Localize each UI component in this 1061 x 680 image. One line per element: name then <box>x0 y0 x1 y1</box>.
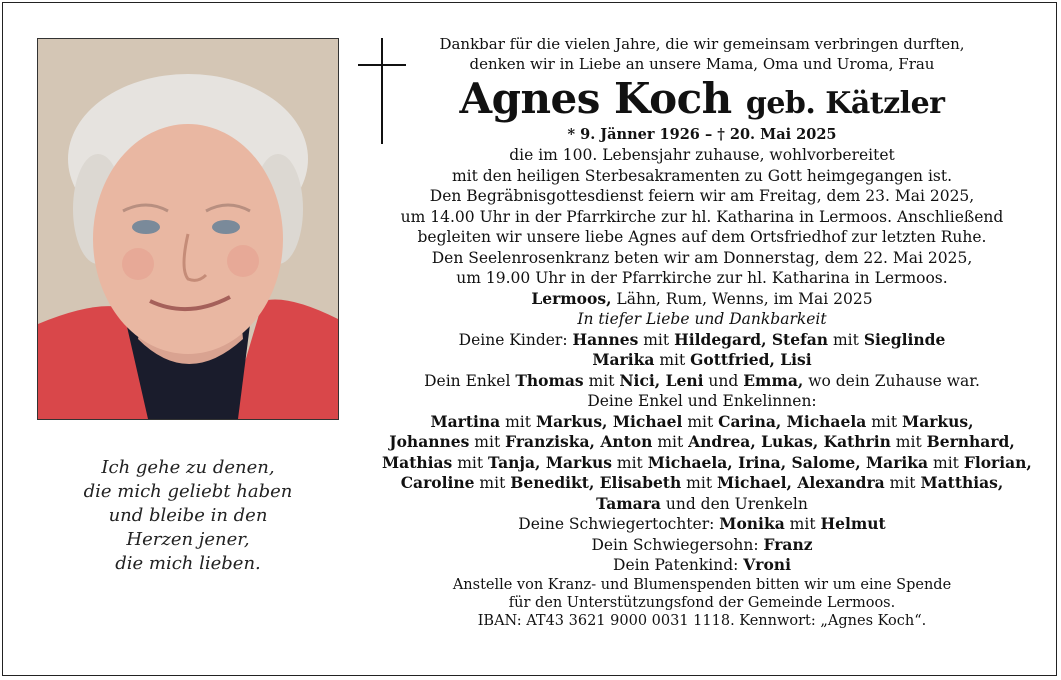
name: Tanja, Markus <box>488 452 612 472</box>
name: Caroline <box>400 473 475 492</box>
conj: mit <box>654 351 691 369</box>
life-dates: * 9. Jänner 1926 – † 20. Mai 2025 <box>567 126 837 143</box>
intro-line: Dankbar für die vielen Jahre, die wir gemeinsam verbringen durften, <box>439 35 965 53</box>
funeral-line: Den Begräbnisgottesdienst feiern wir am Freitag, dem 23. Mai 2025, <box>429 187 975 205</box>
name: Carina, Michaela <box>718 411 867 431</box>
conj: mit <box>928 453 964 472</box>
grandchildren-line <box>382 473 1022 494</box>
name: Benedikt, Elisabeth <box>510 473 682 492</box>
funeral-line: begleiten wir unsere liebe Agnes auf dem Ortsfriedhof zur letzten Ruhe. <box>417 228 987 246</box>
name: Matthias, <box>920 473 1004 492</box>
godchild-line <box>382 555 1022 576</box>
name: Franz <box>763 534 813 554</box>
name: Bernhard, <box>926 432 1015 451</box>
name: Vroni <box>743 555 791 574</box>
name: Hannes <box>572 329 639 349</box>
quote-line: die mich lieben. <box>115 553 261 574</box>
name-main: Agnes Koch <box>459 74 732 123</box>
name: Mathias <box>382 452 453 472</box>
label: Dein Schwiegersohn: <box>591 535 764 554</box>
rosary-line: um 19.00 Uhr in der Pfarrkirche zur hl. Katharina in Lermoos. <box>456 269 948 287</box>
conj: mit <box>583 371 620 390</box>
grandchildren-line <box>382 412 1022 433</box>
children-line <box>382 330 1022 351</box>
quote-line: Ich gehe zu denen, <box>101 457 275 478</box>
label: Dein Enkel <box>424 371 516 390</box>
name: Markus, <box>902 411 974 431</box>
portrait-photo <box>37 38 339 420</box>
label: Dein Patenkind: <box>613 556 744 574</box>
place-bold: Lermoos, <box>531 288 612 308</box>
name: Monika <box>719 514 785 533</box>
name: Markus, Michael <box>535 411 683 431</box>
conj: mit <box>890 433 927 451</box>
name: Thomas <box>515 370 584 390</box>
donation-line: für den Unterstützungsfond der Gemeinde Lermoos. <box>508 594 896 611</box>
conj: mit <box>682 412 719 431</box>
conj: mit <box>469 433 506 451</box>
grandchildren-line <box>382 452 1032 474</box>
donation-line: IBAN: AT43 3621 9000 0031 1118. Kennwort: „Agnes Koch“. <box>477 612 927 629</box>
passing-line: die im 100. Lebensjahr zuhause, wohlvorbereitet <box>509 146 895 164</box>
conj: mit <box>828 330 864 349</box>
conj: mit <box>500 412 536 431</box>
name: Andrea, Lukas, Kathrin <box>688 432 891 451</box>
name: Franziska, Anton <box>505 432 653 451</box>
quote-line: Herzen jener, <box>126 529 250 550</box>
name: Gottfried, Lisi <box>690 350 812 369</box>
name: Marika <box>592 350 655 369</box>
name: Sieglinde <box>863 329 946 349</box>
name: Hildegard, Stefan <box>674 329 829 349</box>
daughter-in-law-line <box>382 514 1022 535</box>
grandchildren-line <box>382 432 1022 453</box>
deceased-name <box>382 74 1022 129</box>
conj: und <box>703 371 744 390</box>
conj: mit <box>866 412 903 431</box>
passing-line: mit den heiligen Sterbesakramenten zu Gott heimgegangen ist. <box>451 166 953 185</box>
quote-line: und bleibe in den <box>108 505 268 526</box>
name: Michaela, Irina, Salome, Marika <box>647 452 929 472</box>
grandchildren-label: Deine Enkel und Enkelinnen: <box>587 392 817 410</box>
conj: mit <box>652 433 689 451</box>
obituary-text <box>382 34 1032 630</box>
name: Florian, <box>963 452 1032 472</box>
conj: mit <box>638 330 675 349</box>
name: Michael, Alexandra <box>716 473 885 492</box>
birth-name: geb. Kätzler <box>745 86 945 121</box>
name: Nici, Leni <box>619 370 704 390</box>
name: Johannes <box>389 432 470 451</box>
donation-line: Anstelle von Kranz- und Blumenspenden bitten wir um eine Spende <box>452 576 952 593</box>
rosary-line: Den Seelenrosenkranz beten wir am Donnerstag, dem 22. Mai 2025, <box>431 248 973 267</box>
conj: mit <box>474 474 511 492</box>
memorial-quote <box>40 456 336 576</box>
conj: wo dein Zuhause war. <box>803 371 980 390</box>
conj: mit <box>884 474 921 492</box>
conj: mit <box>452 453 489 472</box>
label: Deine Schwiegertochter: <box>518 515 720 533</box>
name: Helmut <box>820 514 886 533</box>
name: Emma, <box>743 370 804 390</box>
grandson-line <box>382 371 1022 392</box>
closing-phrase: In tiefer Liebe und Dankbarkeit <box>577 310 827 328</box>
intro-line: denken wir in Liebe an unsere Mama, Oma und Uroma, Frau <box>469 55 935 73</box>
place-date <box>382 289 1022 310</box>
grandchildren-line <box>382 494 1022 515</box>
son-in-law-line <box>382 535 1022 556</box>
conj: und den Urenkeln <box>660 494 808 513</box>
name: Martina <box>430 411 501 431</box>
place-rest: Lähn, Rum, Wenns, im Mai 2025 <box>611 289 873 308</box>
name: Tamara <box>596 493 661 513</box>
label: Deine Kinder: <box>458 330 573 349</box>
portrait-illustration <box>38 39 338 419</box>
funeral-line: um 14.00 Uhr in der Pfarrkirche zur hl. Katharina in Lermoos. Anschließend <box>400 207 1004 226</box>
conj: mit <box>611 453 648 472</box>
conj: mit <box>784 515 821 533</box>
children-line <box>382 350 1022 371</box>
conj: mit <box>681 474 717 492</box>
quote-line: die mich geliebt haben <box>83 481 293 502</box>
